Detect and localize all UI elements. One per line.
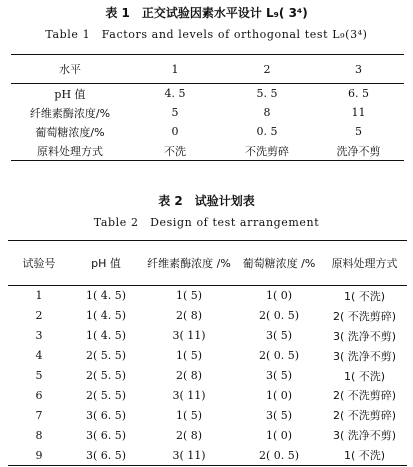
table-row xyxy=(8,326,407,346)
table2-caption-en: Table 2 Design of test arrangement xyxy=(93,216,320,229)
table-cell: 3( 5) xyxy=(265,329,293,343)
table-cell: 8 xyxy=(263,106,271,119)
table-cell: 5 xyxy=(171,106,179,119)
table-cell: 5. 5 xyxy=(256,87,278,100)
table-cell: 0. 5 xyxy=(256,125,278,138)
table-cell: 3( 11) xyxy=(172,388,206,402)
table-cell: 纤维素酶浓度/% xyxy=(29,106,111,120)
table-cell: 2 xyxy=(35,309,43,323)
table-row xyxy=(8,385,407,405)
table-cell: 5 xyxy=(35,369,43,382)
table-cell: 1( 0) xyxy=(265,388,293,402)
table-cell: 不洗 xyxy=(164,144,186,158)
table-cell: 3( 6. 5) xyxy=(85,408,127,422)
table-cell: 1( 5) xyxy=(175,349,203,363)
table-cell: 2( 5. 5) xyxy=(85,349,127,363)
table-cell: 3( 11) xyxy=(172,448,206,462)
table-cell: 1( 5) xyxy=(175,289,203,303)
table-cell: 1( 4. 5) xyxy=(85,309,127,323)
table-cell: 11 xyxy=(351,106,366,119)
table-cell: 3( 洗净不剪) xyxy=(332,329,397,343)
table1-caption-en: Table 1 Factors and levels of orthogonal test L₉(3⁴) xyxy=(45,28,368,41)
table-cell: 0 xyxy=(171,125,179,138)
header-cell: 2 xyxy=(263,62,271,76)
table-cell: 2( 5. 5) xyxy=(85,369,127,382)
table-cell: 3( 洗净不剪) xyxy=(332,429,397,443)
table-cell: 1( 4. 5) xyxy=(85,289,127,303)
table-row xyxy=(11,103,404,122)
header-cell: 1 xyxy=(171,62,179,76)
table-cell: 3( 11) xyxy=(172,329,206,343)
table-cell: 1( 0) xyxy=(265,289,293,303)
table-cell: 1( 不洗) xyxy=(343,289,386,303)
table-cell: 6. 5 xyxy=(348,87,369,100)
table-cell: 2( 0. 5) xyxy=(258,309,300,323)
table-row xyxy=(11,84,404,104)
table-row xyxy=(8,425,407,445)
header-cell: 水平 xyxy=(59,63,81,76)
header-cell: pH 值 xyxy=(91,256,121,270)
table-row xyxy=(11,122,404,141)
table-cell: 2( 不洗剪碎) xyxy=(332,389,397,403)
table-cell: 不洗剪碎 xyxy=(245,144,289,158)
header-cell: 试验号 xyxy=(22,256,56,270)
table-cell: 1( 0) xyxy=(265,428,293,442)
table-cell: 1( 不洗) xyxy=(343,369,386,383)
table-cell: 1 xyxy=(35,289,43,303)
table-row xyxy=(8,286,407,306)
header-cell: 原料处理方式 xyxy=(331,256,398,270)
table-cell: 2( 8) xyxy=(175,428,203,442)
table-cell: 3( 6. 5) xyxy=(85,448,127,462)
table-cell: 葡萄糖浓度/% xyxy=(35,125,105,139)
table-cell: 1( 不洗) xyxy=(343,449,386,463)
table-cell: 3( 洗净不剪) xyxy=(332,349,397,363)
table-cell: 3( 5) xyxy=(265,408,293,422)
table-cell: 2( 不洗剪碎) xyxy=(332,309,397,323)
table-cell: 2( 8) xyxy=(175,309,203,323)
table-cell: 1( 4. 5) xyxy=(85,329,127,343)
table-cell: 4. 5 xyxy=(164,87,186,100)
table-cell: 2( 8) xyxy=(175,369,203,382)
test-arrangement-table xyxy=(8,240,407,466)
header-cell: 3 xyxy=(355,62,362,76)
table1-caption-cn: 表 1 正交试验因素水平设计 L₉( 3⁴) xyxy=(105,6,308,20)
table-cell: 7 xyxy=(35,408,43,422)
table-cell: 2( 0. 5) xyxy=(258,448,300,462)
table-cell: 3( 6. 5) xyxy=(85,428,127,442)
table-cell: 2( 0. 5) xyxy=(258,349,300,363)
table-row xyxy=(11,141,404,161)
table-cell: pH 值 xyxy=(54,87,86,101)
table-row xyxy=(8,445,407,465)
table-cell: 原料处理方式 xyxy=(37,144,103,158)
table-header-row xyxy=(8,241,407,286)
table-cell: 9 xyxy=(35,448,43,462)
table-row xyxy=(8,405,407,425)
table-cell: 3 xyxy=(35,329,43,343)
table-row xyxy=(8,306,407,326)
table-row xyxy=(8,346,407,366)
table-cell: 6 xyxy=(35,388,43,402)
factors-levels-table xyxy=(11,54,404,161)
table-cell: 3( 5) xyxy=(265,369,293,382)
table-cell: 2( 5. 5) xyxy=(85,388,127,402)
header-cell: 葡萄糖浓度 /% xyxy=(242,256,316,270)
header-cell: 纤维素酶浓度 /% xyxy=(147,256,231,270)
table-row xyxy=(8,366,407,386)
table-header-row xyxy=(11,55,404,84)
table-cell: 8 xyxy=(35,428,43,442)
table-cell: 洗净不剪 xyxy=(336,144,381,158)
table2-caption-cn: 表 2 试验计划表 xyxy=(158,194,255,208)
table-cell: 4 xyxy=(35,349,43,363)
table-cell: 1( 5) xyxy=(175,408,203,422)
table-cell: 5 xyxy=(355,125,362,138)
table-cell: 2( 不洗剪碎) xyxy=(332,409,397,423)
